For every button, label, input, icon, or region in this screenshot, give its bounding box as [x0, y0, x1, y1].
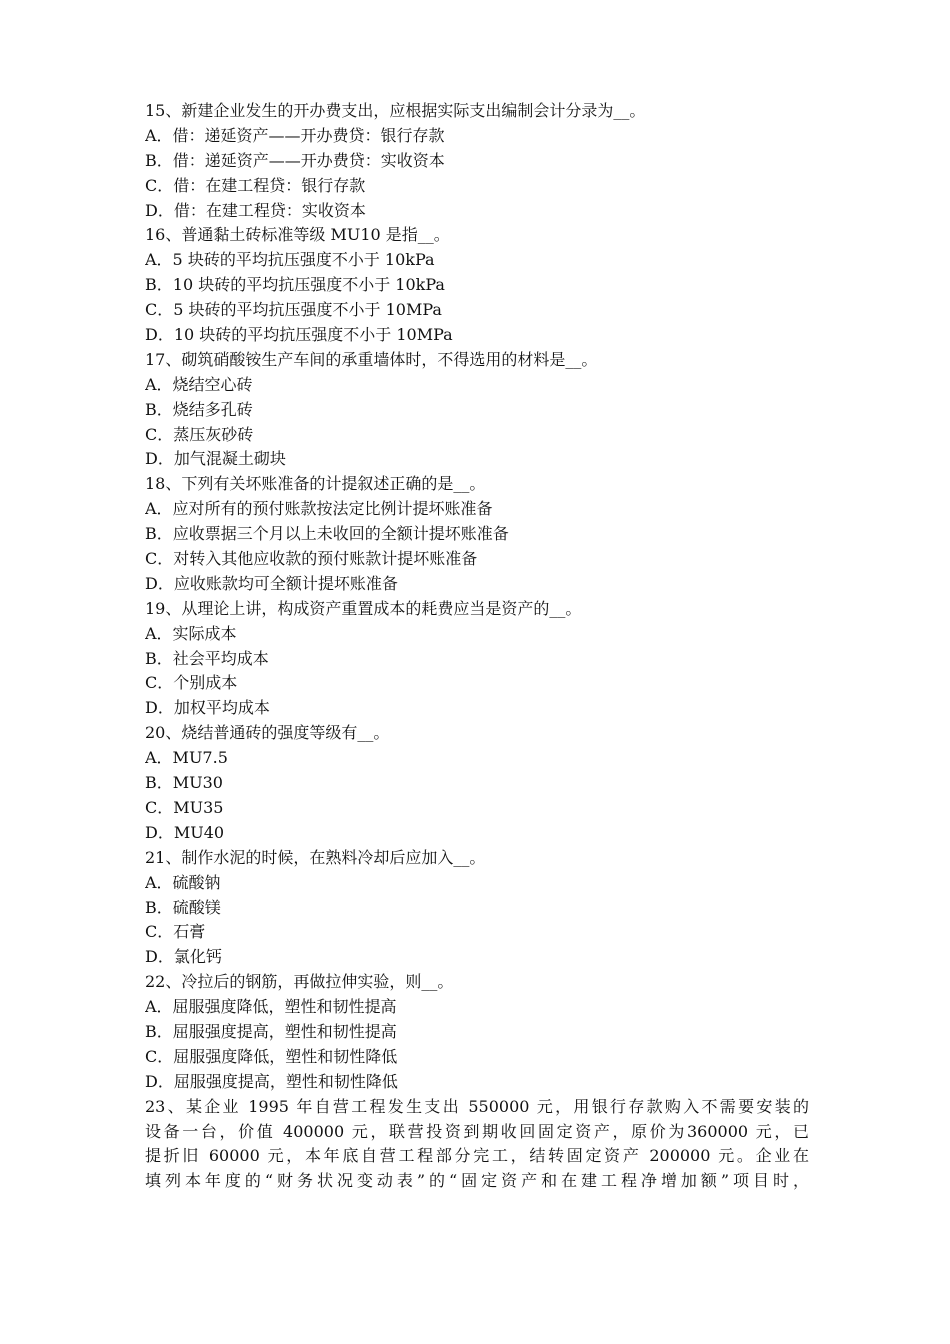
- answer-option: D．借：在建工程贷：实收资本: [145, 200, 366, 220]
- answer-option: A．5 块砖的平均抗压强度不小于 10kPa: [145, 250, 435, 270]
- answer-option: B．MU30: [145, 773, 223, 793]
- answer-option: C．MU35: [145, 797, 224, 817]
- answer-option: A．实际成本: [145, 623, 237, 643]
- answer-option: A．硫酸钠: [145, 872, 221, 892]
- question-stem: 17、砌筑硝酸铵生产车间的承重墙体时，不得选用的材料是__。: [145, 349, 598, 369]
- answer-option: A．MU7.5: [145, 748, 228, 768]
- answer-option: D．10 块砖的平均抗压强度不小于 10MPa: [145, 325, 453, 345]
- question-stem: 21、制作水泥的时候，在熟料冷却后应加入__。: [145, 847, 486, 867]
- answer-option: A．烧结空心砖: [145, 374, 253, 394]
- answer-option: B．10 块砖的平均抗压强度不小于 10kPa: [145, 275, 445, 295]
- answer-option: B．屈服强度提高，塑性和韧性提高: [145, 1021, 397, 1041]
- answer-option: D．屈服强度提高，塑性和韧性降低: [145, 1071, 398, 1091]
- answer-option: C．对转入其他应收款的预付账款计提坏账准备: [145, 549, 478, 569]
- question-stem-line: 提折旧 60000 元，本年底自营工程部分完工，结转固定资产 200000 元。企业在: [145, 1146, 809, 1166]
- answer-option: D．加气混凝土砌块: [145, 449, 286, 469]
- answer-option: A．应对所有的预付账款按法定比例计提坏账准备: [145, 499, 493, 519]
- question-stem-line: 填列本年度的“财务状况变动表”的“固定资产和在建工程净增加额”项目时，: [145, 1171, 809, 1191]
- answer-option: C．借：在建工程贷：银行存款: [145, 175, 366, 195]
- answer-option: D．MU40: [145, 822, 225, 842]
- answer-option: B．硫酸镁: [145, 897, 221, 917]
- answer-option: A．借：递延资产——开办费贷：银行存款: [145, 125, 445, 145]
- answer-option: C．屈服强度降低，塑性和韧性降低: [145, 1046, 398, 1066]
- question-stem-line: 设备一台，价值 400000 元，联营投资到期收回固定资产，原价为360000 元，已: [145, 1121, 809, 1141]
- answer-option: D．应收账款均可全额计提坏账准备: [145, 573, 398, 593]
- question-stem: 16、普通黏土砖标准等级 MU10 是指__。: [145, 225, 450, 245]
- question-stem: 18、下列有关坏账准备的计提叙述正确的是__。: [145, 474, 486, 494]
- answer-option: C．个别成本: [145, 673, 238, 693]
- answer-option: A．屈服强度降低，塑性和韧性提高: [145, 997, 397, 1017]
- answer-option: C．蒸压灰砂砖: [145, 424, 254, 444]
- question-stem: 19、从理论上讲，构成资产重置成本的耗费应当是资产的__。: [145, 598, 582, 618]
- answer-option: D．加权平均成本: [145, 698, 270, 718]
- question-stem-line: 23、某企业 1995 年自营工程发生支出 550000 元，用银行存款购入不需要安装的: [145, 1096, 809, 1116]
- question-list: [145, 99, 809, 1194]
- question-stem: 20、烧结普通砖的强度等级有__。: [145, 723, 390, 743]
- answer-option: C．石膏: [145, 922, 206, 942]
- question-stem: 22、冷拉后的钢筋，再做拉伸实验，则__。: [145, 972, 454, 992]
- answer-option: B．应收票据三个月以上未收回的全额计提坏账准备: [145, 524, 509, 544]
- question-stem: 15、新建企业发生的开办费支出，应根据实际支出编制会计分录为__。: [145, 101, 646, 120]
- answer-option: C．5 块砖的平均抗压强度不小于 10MPa: [145, 300, 442, 320]
- answer-option: D．氯化钙: [145, 947, 222, 967]
- answer-option: B．借：递延资产——开办费贷：实收资本: [145, 150, 445, 170]
- answer-option: B．烧结多孔砖: [145, 399, 253, 419]
- answer-option: B．社会平均成本: [145, 648, 269, 668]
